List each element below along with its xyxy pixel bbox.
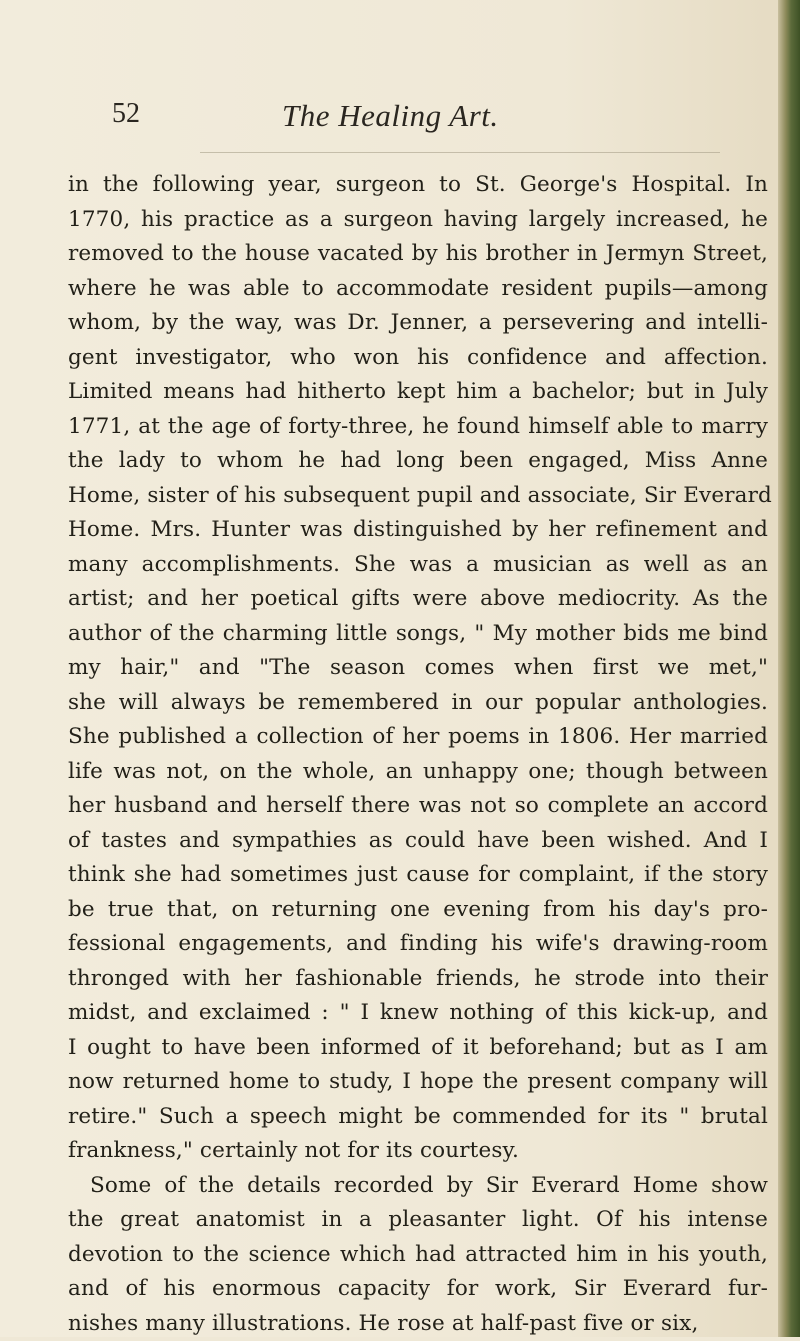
body-text xyxy=(68,168,768,1341)
text-line: thronged with her fashionable friends, he strode into their xyxy=(68,962,768,997)
text-line: many accomplishments. She was a musician as well as an xyxy=(68,548,768,583)
text-line: I ought to have been informed of it beforehand; but as I am xyxy=(68,1031,768,1066)
text-line: now returned home to study, I hope the present company will xyxy=(68,1065,768,1100)
text-line: life was not, on the whole, an unhappy one; though between xyxy=(68,755,768,790)
text-line: she will always be remembered in our popular anthologies. xyxy=(68,686,768,721)
text-line: whom, by the way, was Dr. Jenner, a persevering and intelli- xyxy=(68,306,768,341)
text-line: think she had sometimes just cause for complaint, if the story xyxy=(68,858,768,893)
text-line: Limited means had hitherto kept him a bachelor; but in July xyxy=(68,375,768,410)
text-line: frankness," certainly not for its courtesy. xyxy=(68,1134,768,1169)
text-line: removed to the house vacated by his brother in Jermyn Street, xyxy=(68,237,768,272)
text-line: Home. Mrs. Hunter was distinguished by her refinement and xyxy=(68,513,768,548)
text-line: author of the charming little songs, " My mother bids me bind xyxy=(68,617,768,652)
text-line: midst, and exclaimed : " I knew nothing of this kick-up, and xyxy=(68,996,768,1031)
header-rule xyxy=(200,152,720,153)
text-line: 1771, at the age of forty-three, he found himself able to marry xyxy=(68,410,768,445)
text-line: the lady to whom he had long been engaged, Miss Anne xyxy=(68,444,768,479)
text-line: artist; and her poetical gifts were above mediocrity. As the xyxy=(68,582,768,617)
page-header xyxy=(112,98,732,138)
text-line: fessional engagements, and finding his wife's drawing-room xyxy=(68,927,768,962)
text-line: devotion to the science which had attracted him in his youth, xyxy=(68,1238,768,1273)
text-line: where he was able to accommodate resident pupils—among xyxy=(68,272,768,307)
text-line: nishes many illustrations. He rose at half-past five or six, xyxy=(68,1307,768,1341)
text-line: of tastes and sympathies as could have been wished. And I xyxy=(68,824,768,859)
running-title: The Healing Art. xyxy=(282,98,499,134)
text-line: her husband and herself there was not so complete an accord xyxy=(68,789,768,824)
text-line: be true that, on returning one evening from his day's pro- xyxy=(68,893,768,928)
text-line: the great anatomist in a pleasanter light. Of his intense xyxy=(68,1203,768,1238)
text-line: She published a collection of her poems in 1806. Her married xyxy=(68,720,768,755)
text-line: Some of the details recorded by Sir Everard Home show xyxy=(68,1169,768,1204)
text-line: in the following year, surgeon to St. George's Hospital. In xyxy=(68,168,768,203)
text-line: 1770, his practice as a surgeon having largely increased, he xyxy=(68,203,768,238)
text-line: retire." Such a speech might be commended for its " brutal xyxy=(68,1100,768,1135)
text-line: my hair," and "The season comes when first we met," xyxy=(68,651,768,686)
text-line: Home, sister of his subsequent pupil and associate, Sir Everard xyxy=(68,479,768,514)
text-line: and of his enormous capacity for work, Sir Everard fur- xyxy=(68,1272,768,1307)
text-line: gent investigator, who won his confidence and affection. xyxy=(68,341,768,376)
book-spine-edge xyxy=(778,0,800,1337)
page-number: 52 xyxy=(112,98,140,130)
